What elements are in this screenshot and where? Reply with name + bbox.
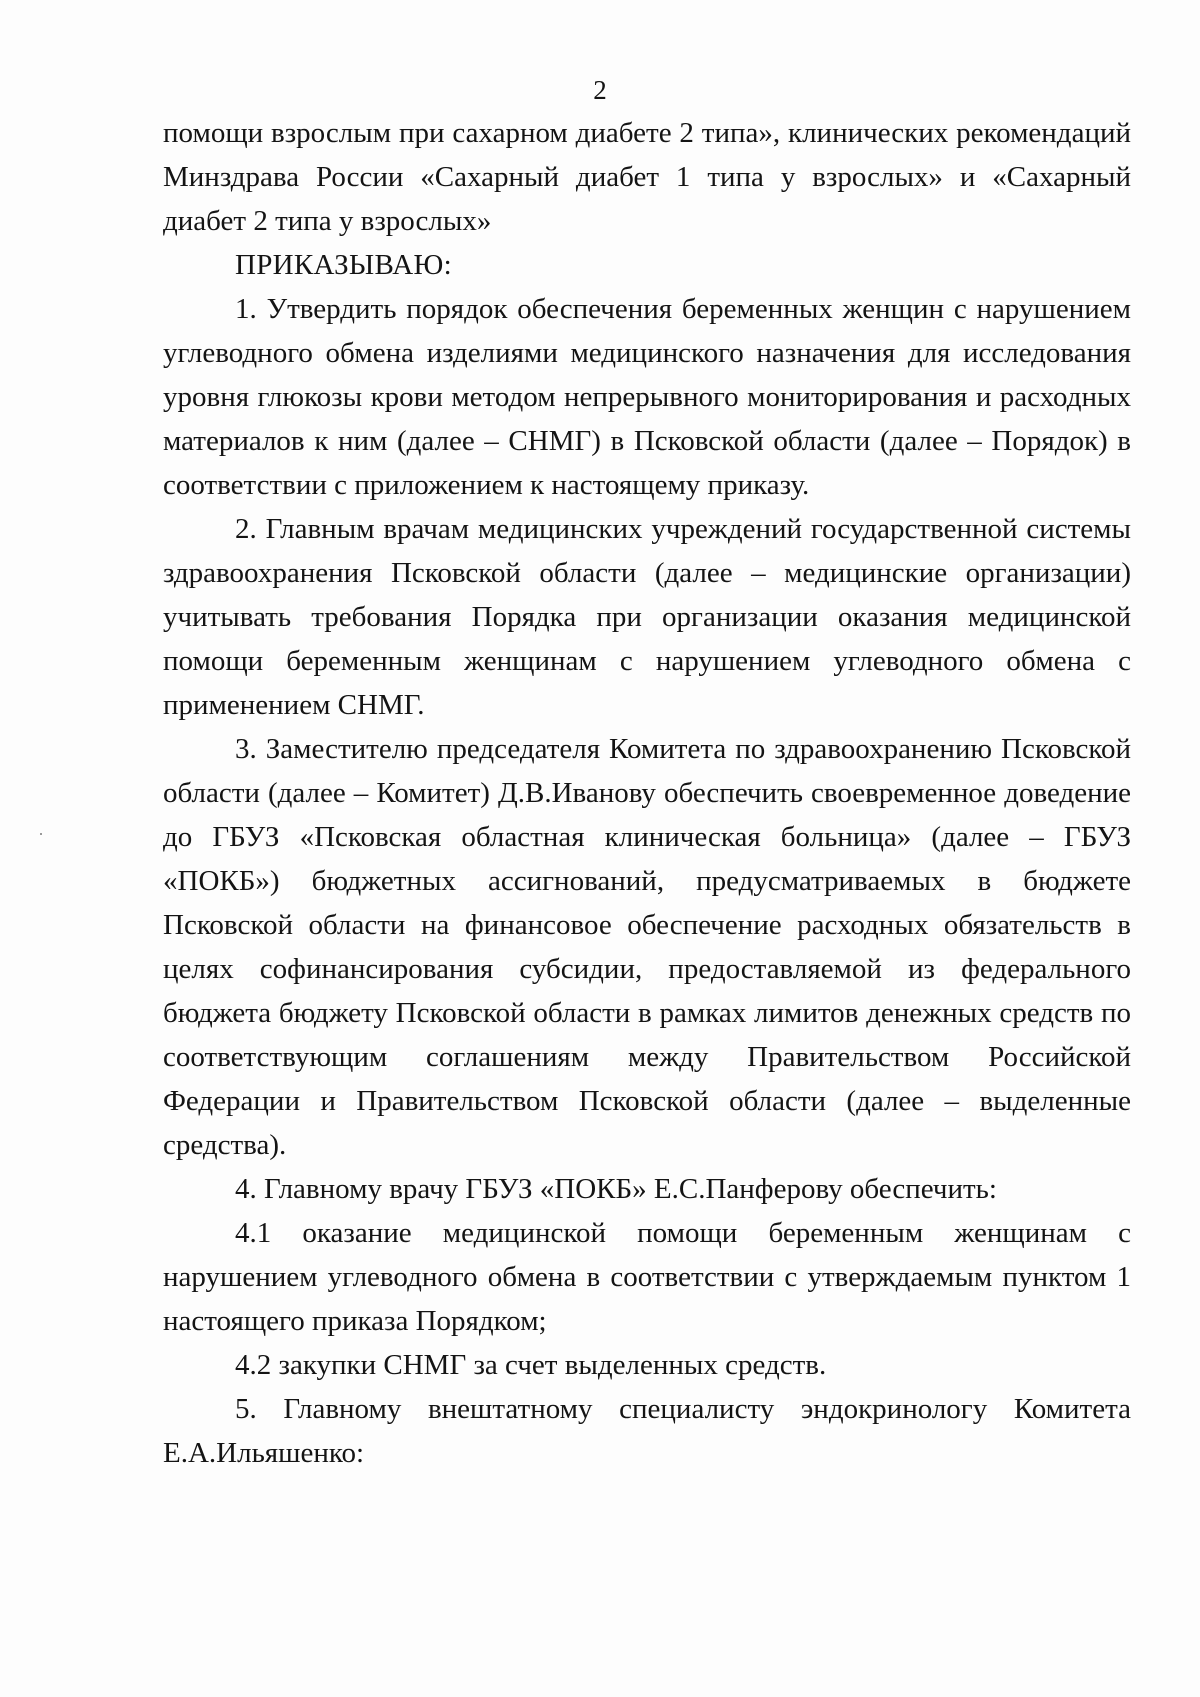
paragraph-item-5: 5. Главному внештатному специалисту эндокринологу Комитета Е.А.Ильяшенко: <box>163 1393 1131 1469</box>
paragraph-item-2: 2. Главным врачам медицинских учреждений государственной системы здравоохранения Псковской области (далее – медицинские организации) учитывать требования Порядка при организации оказания медицинской помощи беременным женщинам с нарушением углеводного обмена с применением СНМГ. <box>163 513 1131 721</box>
paragraph-item-4-1: 4.1 оказание медицинской помощи беременным женщинам с нарушением углеводного обмена в соответствии с утверждаемым пунктом 1 настоящего приказа Порядком; <box>163 1217 1131 1337</box>
paragraph-item-4-2: 4.2 закупки СНМГ за счет выделенных средств. <box>235 1349 827 1381</box>
page-number: 2 <box>593 75 607 105</box>
paragraph-intro-continuation: помощи взрослым при сахарном диабете 2 типа», клинических рекомендаций Минздрава России «Сахарный диабет 1 типа у взрослых» и «Сахарный диабет 2 типа у взрослых» <box>163 117 1131 237</box>
document-body <box>163 111 1131 1475</box>
paragraph-item-3: 3. Заместителю председателя Комитета по здравоохранению Псковской области (далее – Комитет) Д.В.Иванову обеспечить своевременное доведение до ГБУЗ «Псковская областная клиническая больница» (далее – ГБУЗ «ПОКБ») бюджетных ассигнований, предусматриваемых в бюджете Псковской области на финансовое обеспечение расходных обязательств в целях софинансирования субсидии, предоставляемой из федерального бюджета бюджету Псковской области в рамках лимитов денежных средств по соответствующим соглашениям между Правительством Российской Федерации и Правительством Псковской области (далее – выделенные средства). <box>163 733 1131 1161</box>
order-heading: ПРИКАЗЫВАЮ: <box>235 249 453 281</box>
paragraph-item-1: 1. Утвердить порядок обеспечения беременных женщин с нарушением углеводного обмена изделиями медицинского назначения для исследования уровня глюкозы крови методом непрерывного мониторирования и расходных материалов к ним (далее – СНМГ) в Псковской области (далее – Порядок) в соответствии с приложением к настоящему приказу. <box>163 293 1131 501</box>
scan-speck <box>40 833 42 835</box>
paragraph-item-4: 4. Главному врачу ГБУЗ «ПОКБ» Е.С.Панферову обеспечить: <box>235 1173 997 1205</box>
